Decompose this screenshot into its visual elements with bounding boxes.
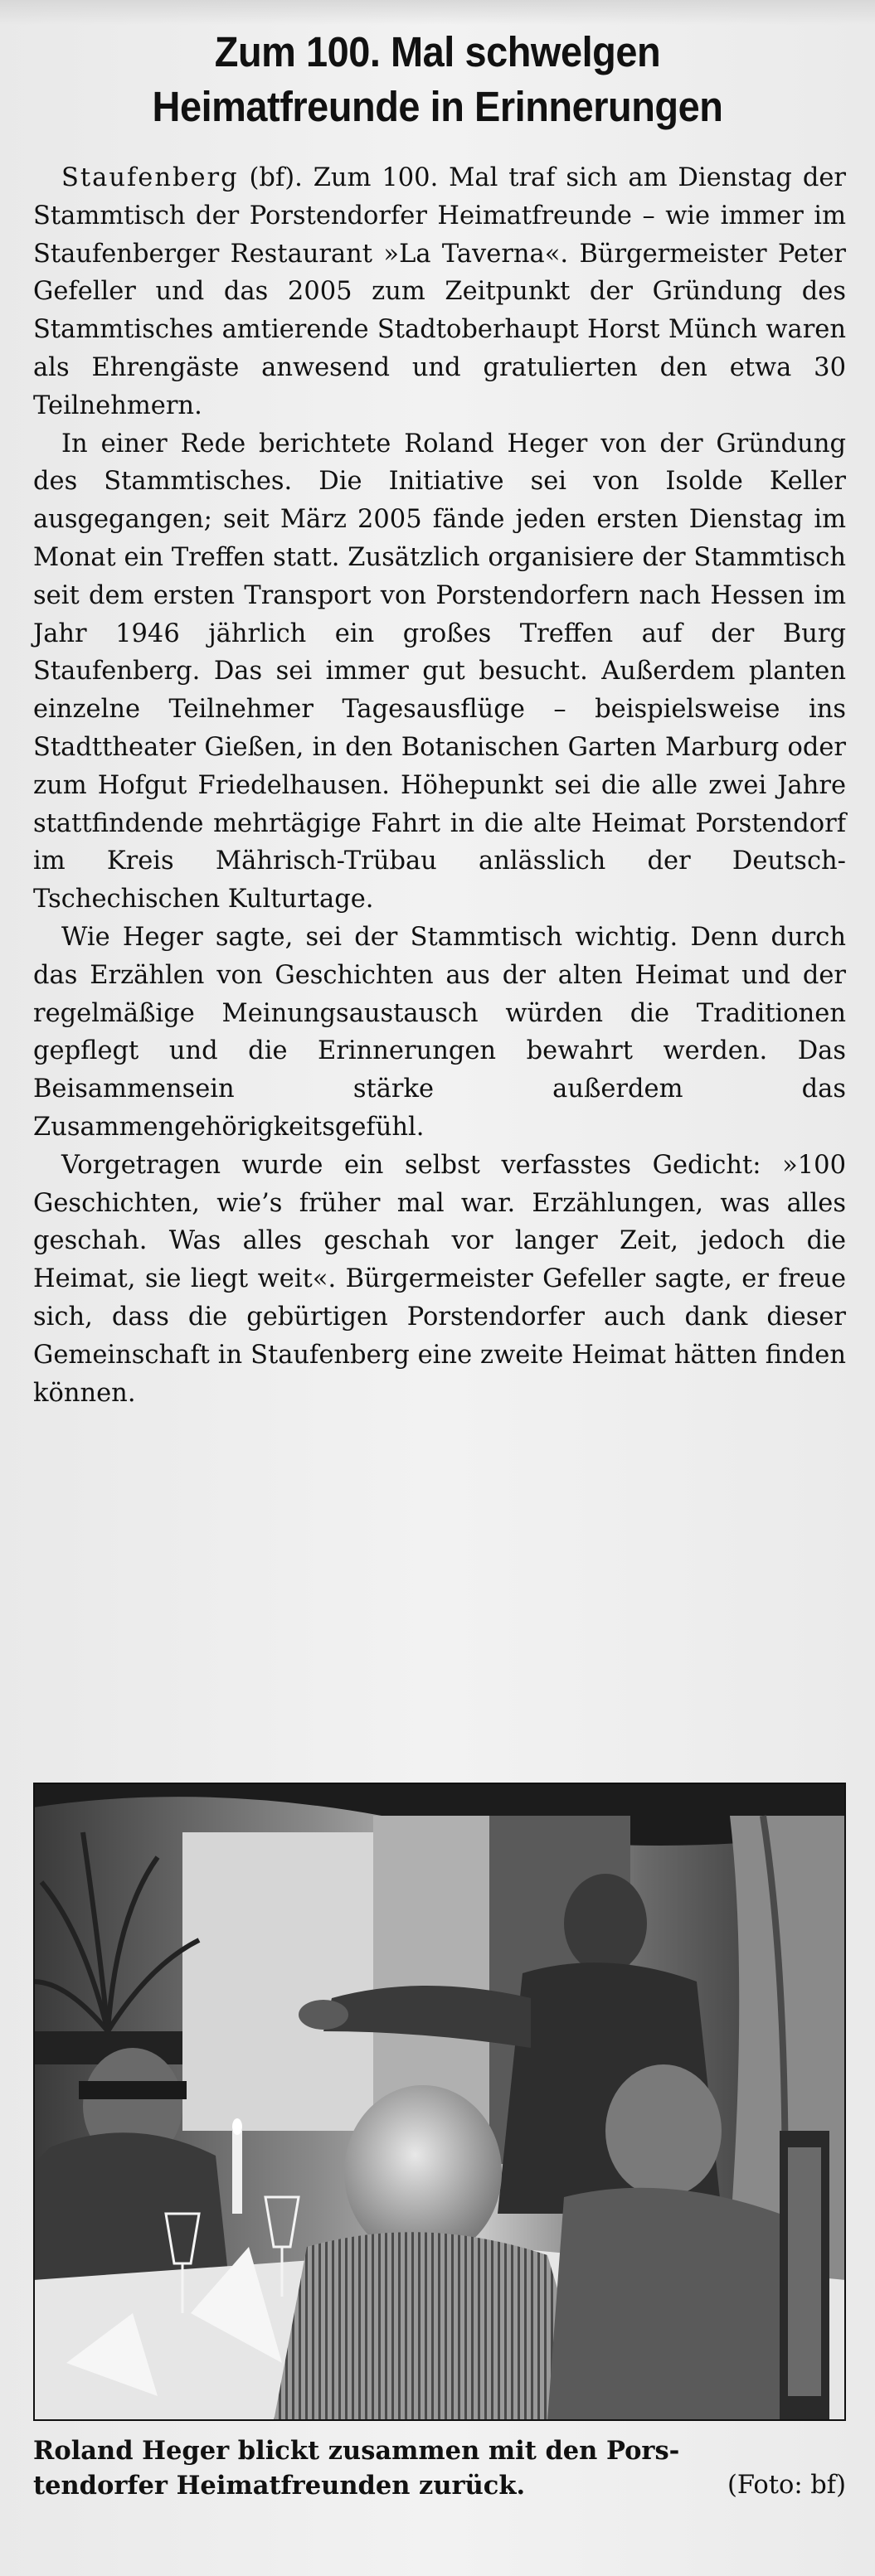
caption-line-1: Roland Heger blickt zusammen mit den Pors- xyxy=(33,2436,680,2466)
photo-illustration xyxy=(33,1783,846,2421)
paragraph-3: Wie Heger sagte, sei der Stammtisch wichtig. Denn durch das Erzählen von Geschichten aus der alten Heimat und der regelmäßige Meinungsaustausch würden die Traditionen gepflegt und die Erinnerungen bewahrt werden. Das Beisammensein stärke außerdem das Zusammengehörigkeitsgefühl. xyxy=(33,922,846,1142)
headline-line-1: Zum 100. Mal schwelgen xyxy=(214,28,661,75)
article-body xyxy=(33,159,846,1412)
paragraph-4: Vorgetragen wurde ein selbst verfasstes Gedicht: »100 Geschichten, wie’s früher mal war. Erzählungen, was alles geschah. Was alles geschah vor langer Zeit, jedoch die Heimat, sie liegt weit«. Bürgermeister Gefeller sagte, er freue sich, dass die gebürtigen Porstendorfer auch dank dieser Gemeinschaft in Staufenberg eine zweite Heimat hätten finden können. xyxy=(33,1150,846,1408)
paragraph-1-text: (bf). Zum 100. Mal traf sich am Dienstag der Stammtisch der Porstendorfer Heimatfreunde – wie immer im Staufenberger Restaurant »La Taverna«. Bürgermeister Peter Gefeller und das 2005 zum Zeitpunkt der Gründung des Stammtisches amtierende Stadtoberhaupt Horst Münch waren als Ehrengäste anwesend und gratulierten den etwa 30 Teilnehmern. xyxy=(33,163,846,420)
article-photo xyxy=(33,1783,846,2421)
photo-caption xyxy=(33,2433,846,2503)
caption-line-2: tendorfer Heimatfreunden zurück. xyxy=(33,2471,526,2501)
dateline: Staufenberg xyxy=(61,163,239,192)
headline-line-2: Heimatfreunde in Erinnerungen xyxy=(152,83,723,130)
previous-article-bleed xyxy=(0,0,875,25)
caption-line-2-wrapper xyxy=(33,2468,846,2503)
photo-credit: (Foto: bf) xyxy=(727,2471,846,2500)
paragraph-2: In einer Rede berichtete Roland Heger von der Gründung des Stammtisches. Die Initiative sei von Isolde Keller ausgegangen; seit März 2005 fände jeden ersten Dienstag im Monat ein Treffen statt. Zusätzlich organisiere der Stammtisch seit dem ersten Transport von Porstendorfern nach Hessen im Jahr 1946 jährlich ein großes Treffen auf der Burg Staufenberg. Das sei immer gut besucht. Außerdem planten einzelne Teilnehmer Tagesausflüge – beispielsweise ins Stadttheater Gießen, in den Botanischen Garten Marburg oder zum Hofgut Friedelhausen. Höhepunkt sei die alle zwei Jahre stattfindende mehrtägige Fahrt in die alte Heimat Porstendorf im Kreis Mährisch-Trübau anlässlich der Deutsch-Tschechischen Kulturtage. xyxy=(33,429,846,914)
paragraph-1 xyxy=(33,159,846,425)
headline xyxy=(66,25,809,134)
